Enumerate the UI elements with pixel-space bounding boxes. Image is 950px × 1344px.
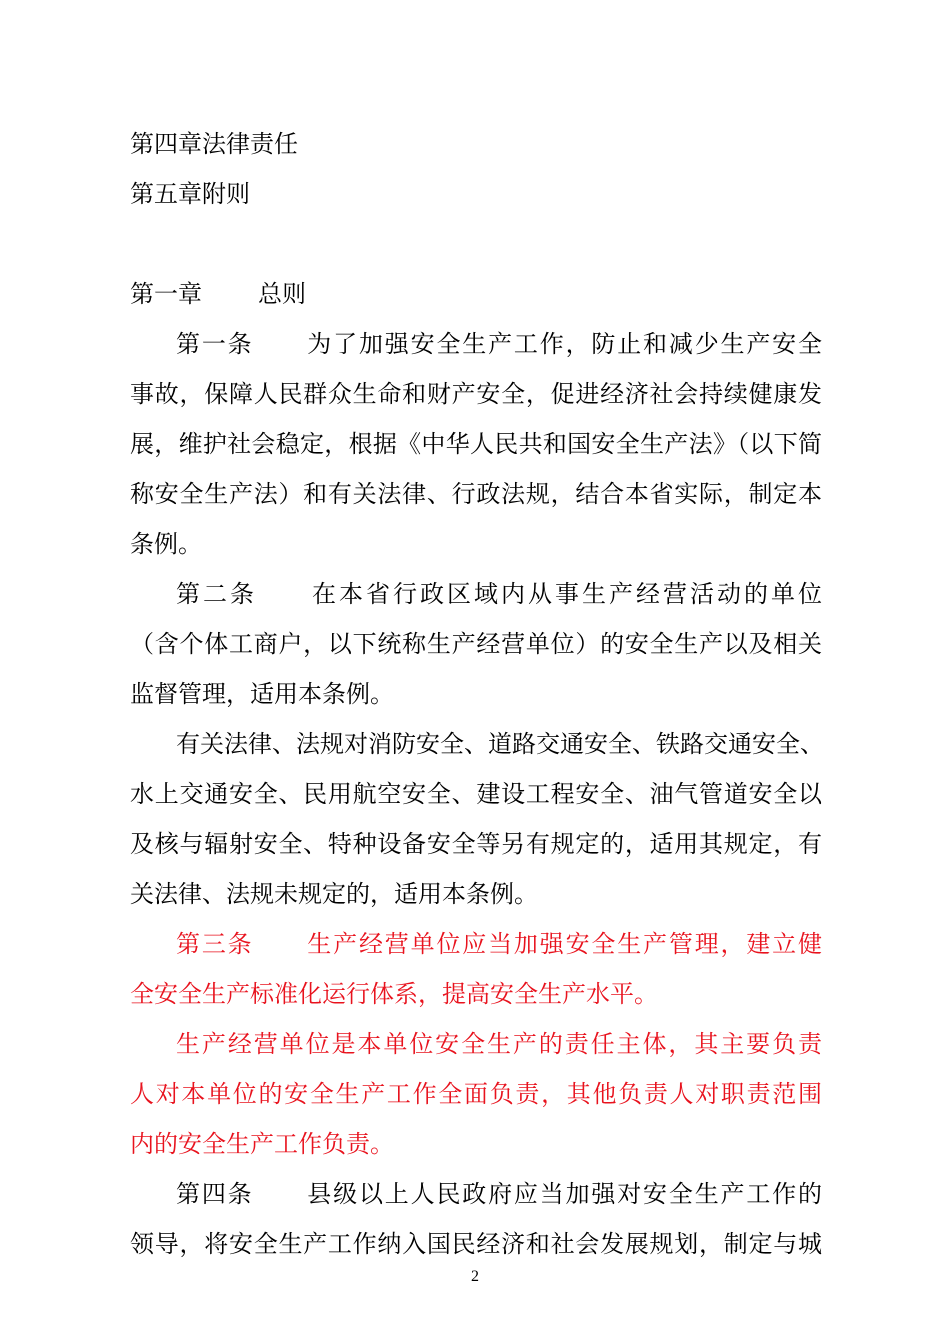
article-2-text-1: 在本省行政区域内从事生产经营活动的单位 — [309, 580, 822, 608]
article-3-para2-line-1: 生产经营单位是本单位安全生产的责任主体，其主要负责 — [176, 1030, 822, 1058]
article-3-line-1 — [176, 929, 822, 959]
article-3-para2-line-2: 人对本单位的安全生产工作全面负责，其他负责人对职责范围 — [130, 1080, 822, 1108]
article-1-line-3: 展，维护社会稳定，根据《中华人民共和国安全生产法》（以下简 — [130, 430, 822, 458]
article-2-line-3: 监督管理，适用本条例。 — [130, 680, 394, 708]
article-3-para2-line-3: 内的安全生产工作负责。 — [130, 1130, 394, 1158]
toc-chapter-4: 第四章法律责任 — [130, 130, 298, 158]
article-1-label: 第一条 — [176, 330, 254, 358]
article-1-line-4: 称安全生产法）和有关法律、行政法规，结合本省实际，制定本 — [130, 480, 822, 508]
article-2-label: 第二条 — [176, 580, 257, 608]
article-4-label: 第四条 — [176, 1180, 254, 1208]
article-1-line-5: 条例。 — [130, 530, 202, 558]
article-2-para2-line-2: 水上交通安全、民用航空安全、建设工程安全、油气管道安全以 — [130, 780, 822, 808]
article-2-para2-line-1: 有关法律、法规对消防安全、道路交通安全、铁路交通安全、 — [176, 730, 824, 758]
chapter-1-title: 总则 — [258, 280, 306, 308]
article-2-line-1 — [176, 579, 822, 609]
article-2-para2-line-3: 及核与辐射安全、特种设备安全等另有规定的，适用其规定，有 — [130, 830, 822, 858]
article-1-line-2: 事故，保障人民群众生命和财产安全，促进经济社会持续健康发 — [130, 380, 822, 408]
article-2-para2-line-4: 关法律、法规未规定的，适用本条例。 — [130, 880, 538, 908]
chapter-1-label: 第一章 — [130, 280, 202, 308]
page-number: 2 — [471, 1268, 479, 1285]
article-1-text-1: 为了加强安全生产工作，防止和减少生产安全 — [305, 330, 823, 358]
article-3-text-1: 生产经营单位应当加强安全生产管理，建立健 — [305, 930, 823, 958]
article-1-line-1 — [176, 329, 822, 359]
article-4-text-1: 县级以上人民政府应当加强对安全生产工作的 — [305, 1180, 823, 1208]
article-4-line-2: 领导，将安全生产工作纳入国民经济和社会发展规划，制定与城 — [130, 1230, 822, 1258]
article-3-line-2: 全安全生产标准化运行体系，提高安全生产水平。 — [130, 980, 658, 1008]
article-3-label: 第三条 — [176, 930, 254, 958]
article-4-line-1 — [176, 1179, 822, 1209]
toc-chapter-5: 第五章附则 — [130, 180, 250, 208]
article-2-line-2: （含个体工商户，以下统称生产经营单位）的安全生产以及相关 — [130, 630, 822, 658]
chapter-1-heading — [130, 279, 306, 309]
